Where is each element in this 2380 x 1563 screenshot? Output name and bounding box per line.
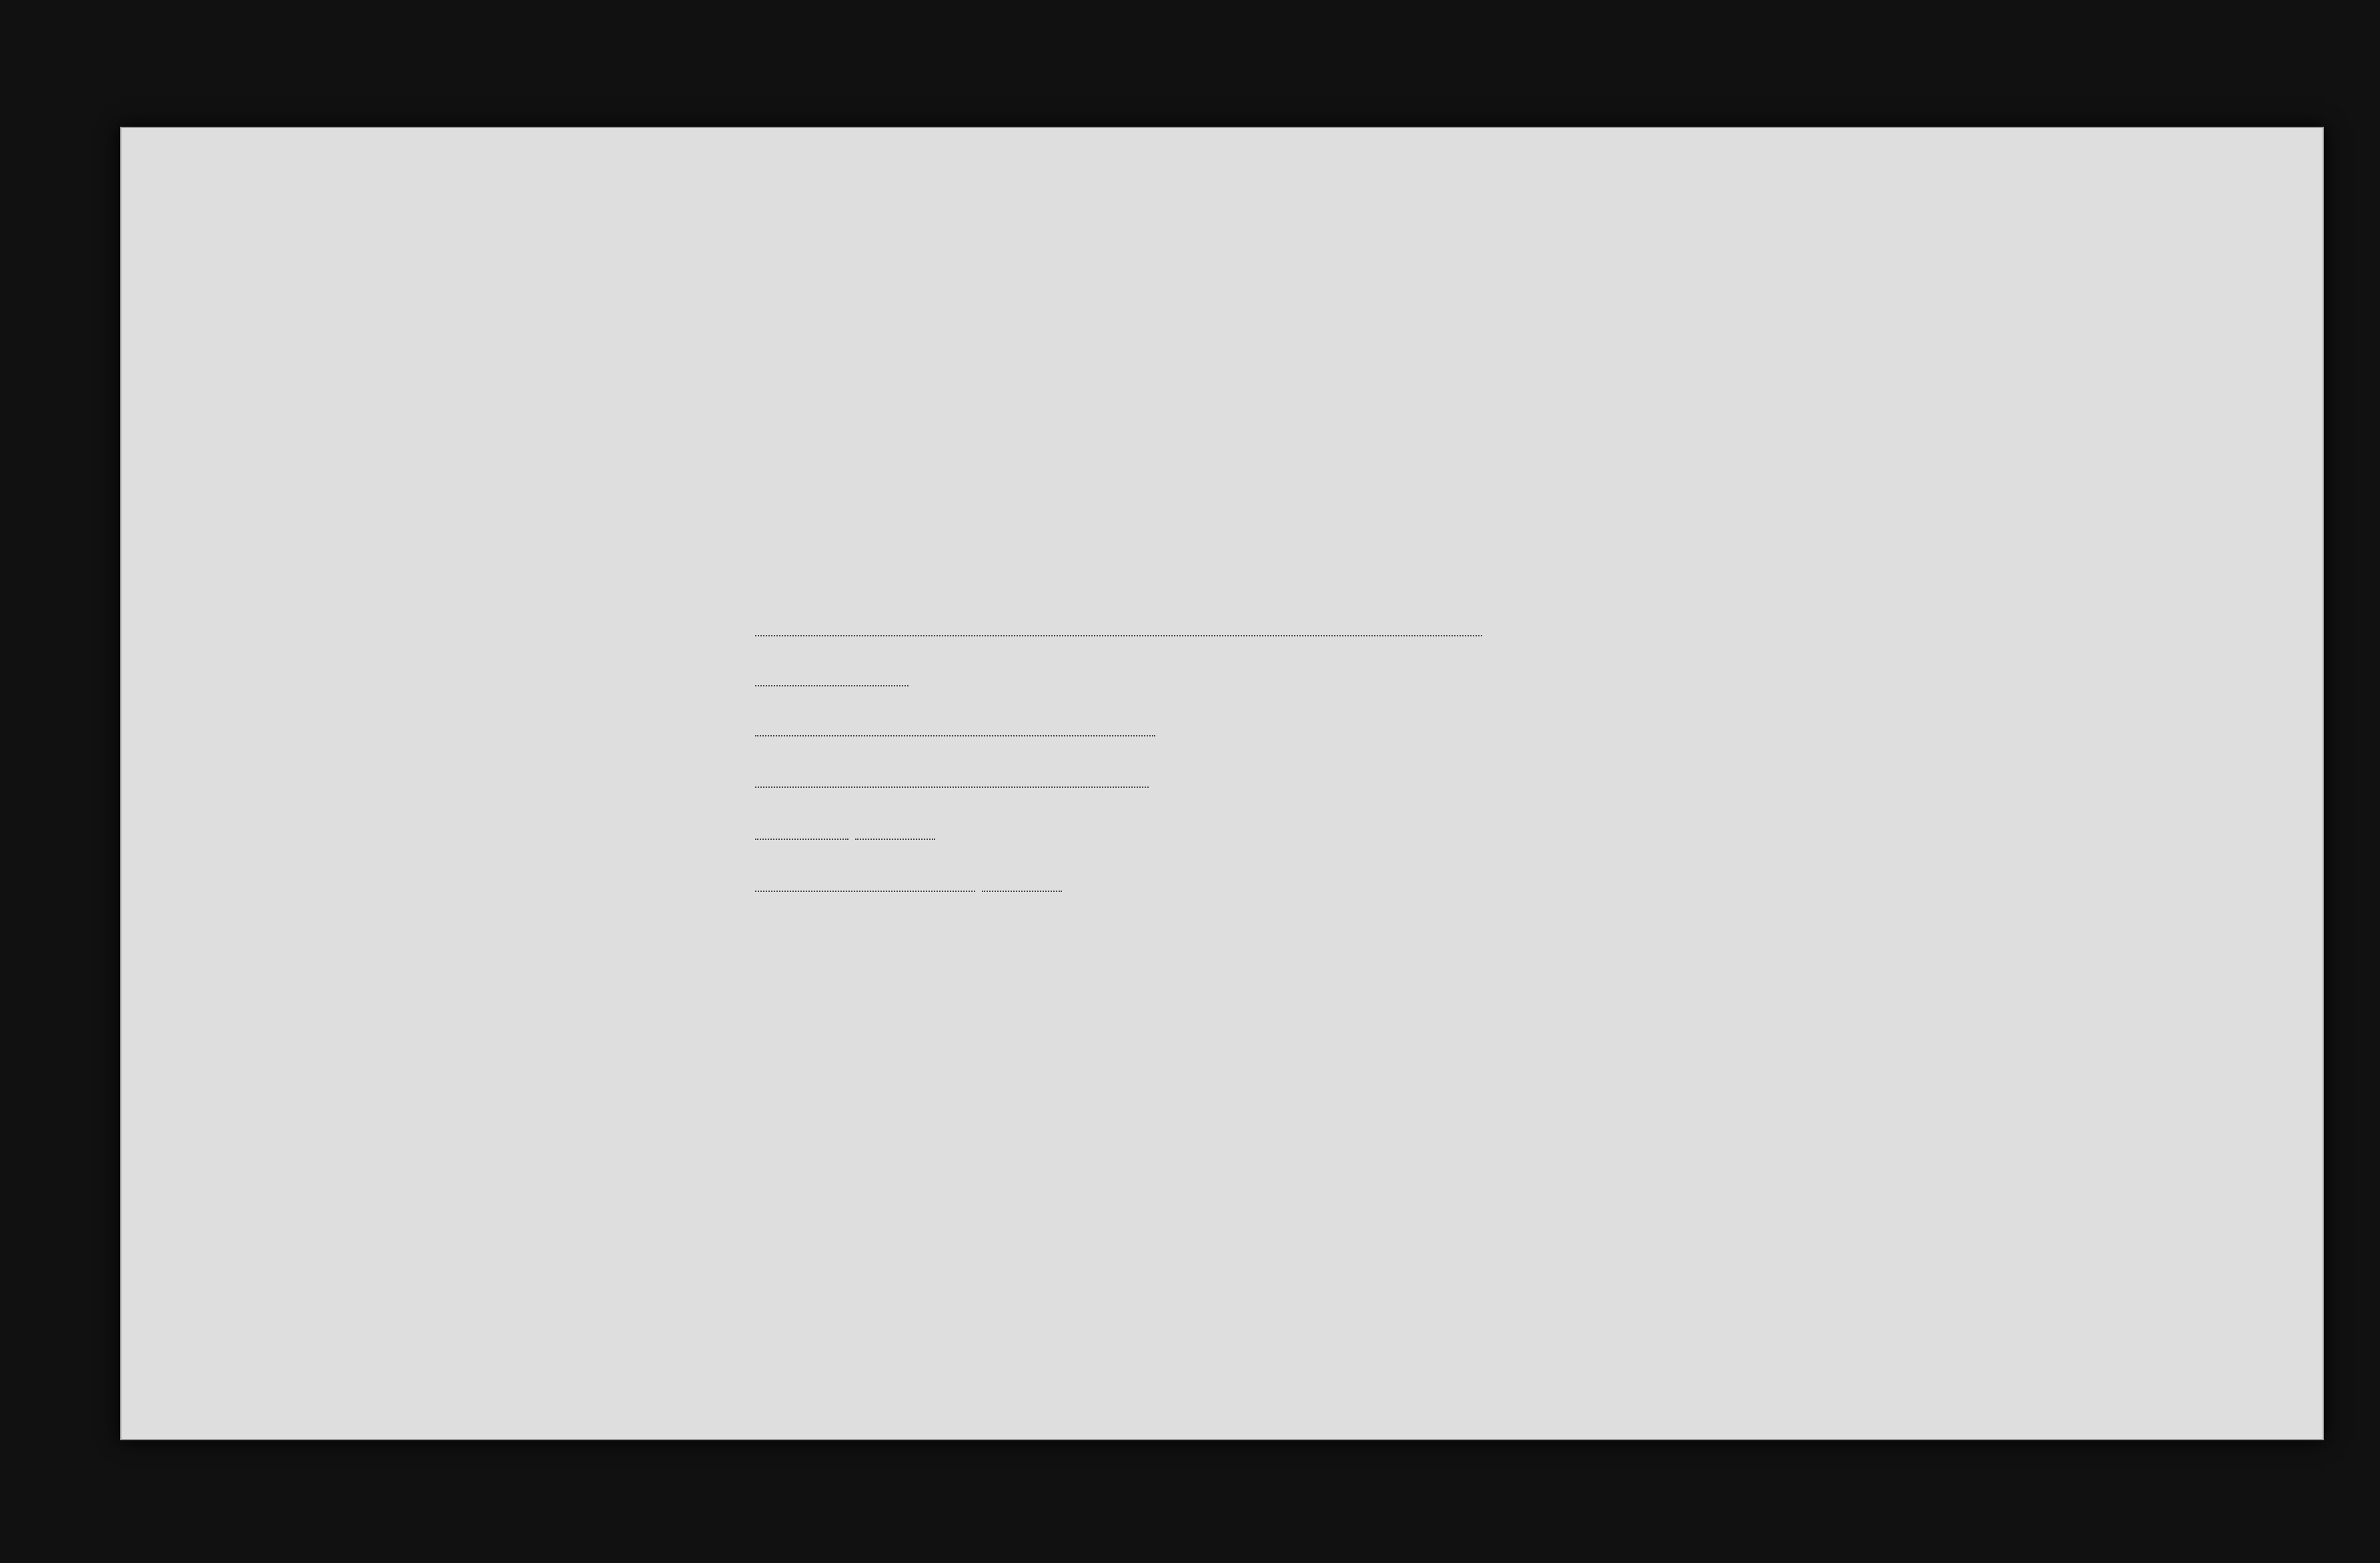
question-village bbox=[755, 822, 935, 845]
question-land-type bbox=[755, 718, 1155, 741]
question-farming bbox=[755, 770, 1149, 793]
question-market bbox=[755, 874, 1062, 897]
question-owner-cont bbox=[755, 618, 1482, 641]
census-card bbox=[120, 127, 2324, 1440]
question-other-land bbox=[755, 668, 909, 691]
